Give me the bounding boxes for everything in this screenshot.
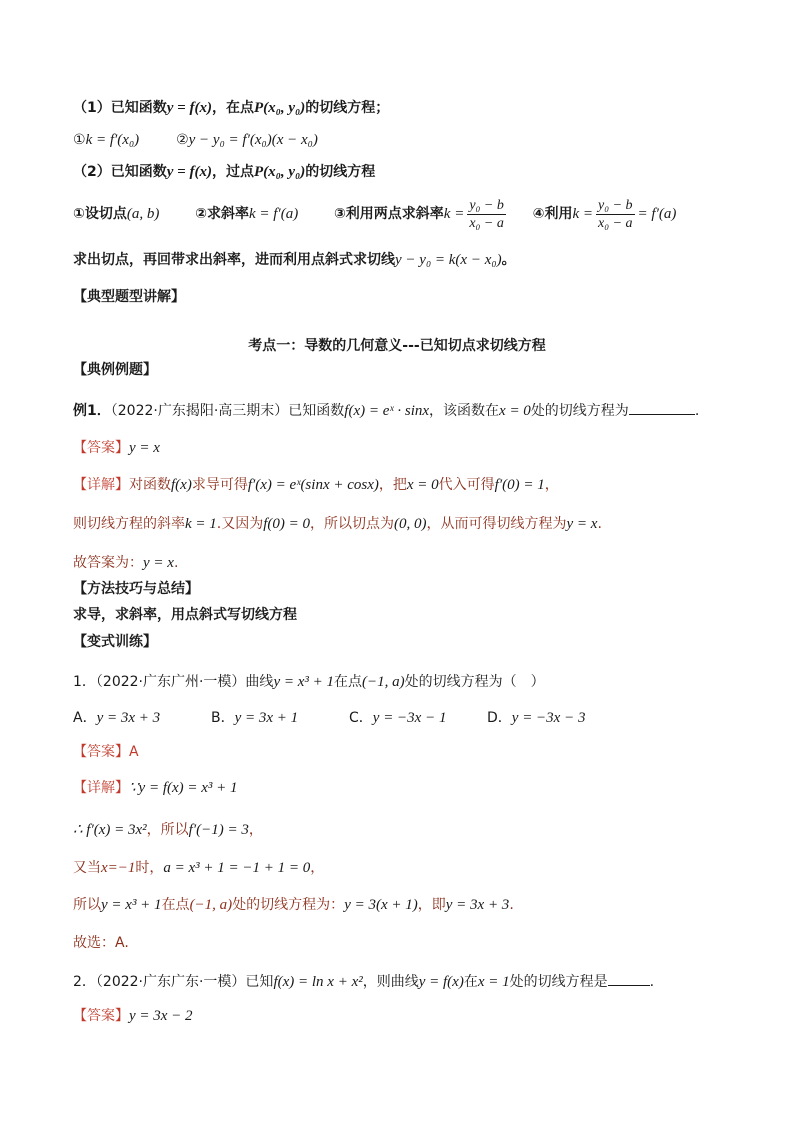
detail-q1-final: 故选：A.: [73, 935, 129, 951]
answer-tag: 【答案】: [73, 440, 129, 456]
question-1-options: [73, 708, 625, 728]
method-text: 求导，求斜率，用点斜式写切线方程: [73, 607, 297, 623]
formula: y = f(x): [166, 100, 212, 116]
formula: y − y₀ = f′(x₀)(x − x₀): [188, 132, 318, 148]
option-c: C．y = −3x − 1: [349, 710, 447, 726]
detail-q1-line-3: 又当x=−1时，a = x³ + 1 = −1 + 1 = 0，: [73, 860, 325, 876]
formula: P(x₀, y₀): [253, 164, 306, 180]
formula: y − y₀ = k(x − x₀): [395, 252, 502, 268]
option-b: B．y = 3x + 1: [211, 710, 299, 726]
detail-q1-line-4: 所以y = x³ + 1在点(−1, a)处的切线方程为：y = 3(x + 1)，即y = 3x + 3.: [73, 897, 514, 913]
formula: y = 3x − 2: [129, 1008, 193, 1024]
intro-case2: （2）已知函数y = f(x)，过点P(x₀, y₀)的切线方程: [73, 164, 376, 180]
method-header: 【方法技巧与总结】: [73, 581, 199, 597]
intro-case1-formulas: ①k = f′(x₀) ②y − y₀ = f′(x₀)(x − x₀): [73, 132, 318, 148]
formula: x = 1: [477, 974, 510, 990]
detail-1-final: 故答案为：y = x.: [73, 555, 179, 571]
answer-blank: [629, 400, 695, 415]
detail-tag: 【详解】: [73, 780, 129, 796]
detail-1-line-2: 则切线方程的斜率k = 1.又因为f(0) = 0，所以切点为(0, 0)，从而可得切线方程为y = x.: [73, 516, 602, 532]
question-1: 1．（2022·广东广州·一模）曲线y = x³ + 1在点(−1, a)处的切线方程为（ ）: [73, 674, 545, 690]
formula: P(x₀, y₀): [253, 100, 306, 116]
intro-case1: （1）已知函数y = f(x)，在点P(x₀, y₀)的切线方程；: [73, 100, 390, 116]
detail-q1-line-2: ∴ f′(x) = 3x²，所以f′(−1) = 3，: [73, 822, 263, 838]
detail-1-line-1: 【详解】对函数f(x)求导可得f′(x) = eˣ(sinx + cosx)，把x = 0代入可得f′(0) = 1，: [73, 477, 559, 493]
formula: (−1, a): [362, 674, 405, 690]
answer-1: [73, 438, 160, 458]
answer-tag: 【答案】: [73, 744, 129, 760]
formula: f(x) = eˣ · sinx: [344, 403, 430, 419]
option-a: A．y = 3x + 3: [73, 710, 161, 726]
answer-q2: [73, 1006, 193, 1026]
formula: x = 0: [499, 403, 531, 419]
answer-blank: [608, 971, 650, 986]
intro-steps: ①设切点(a, b) ②求斜率k = f′(a) ③利用两点求斜率k = $\frac{\text{y₀ − b}}{\text{x₀ − a}}$ ④利用k = $\frac{\text{y₀ − b}}{\text{x₀ − a}}$ = f′(a): [73, 197, 677, 231]
fraction: $\frac{\text{y₀ − b}}{\text{x₀ − a}}$: [598, 197, 633, 231]
detail-tag: 【详解】: [73, 477, 129, 493]
formula: (a, b): [126, 206, 160, 222]
answer-q1: 【答案】A: [73, 744, 139, 760]
formula: y = x: [129, 440, 160, 456]
example-header: 【典例例题】: [73, 362, 157, 378]
practice-header: 【变式训练】: [73, 634, 157, 650]
section-title: 【典型题型讲解】: [73, 289, 185, 305]
formula: y = f(x): [166, 164, 212, 180]
formula: k = f′(a): [248, 206, 299, 222]
formula: y = x³ + 1: [273, 674, 334, 690]
question-2: 2．（2022·广东广东·一模）已知f(x) = ln x + x²，则曲线y = f(x)在x = 1处的切线方程是 .: [73, 971, 654, 992]
formula: k = f′(x₀): [85, 132, 140, 148]
example-1: 例1．（2022·广东揭阳·高三期末）已知函数f(x) = eˣ · sinx，该函数在x = 0处的切线方程为 .: [73, 400, 699, 421]
formula: y = f(x): [418, 974, 464, 990]
detail-q1-line-1: 【详解】∵y = f(x) = x³ + 1: [73, 780, 238, 796]
formula: f(x) = ln x + x²: [273, 974, 363, 990]
option-d: D．y = −3x − 3: [487, 710, 586, 726]
intro-conclusion: 求出切点，再回带求出斜率，进而利用点斜式求切线y − y₀ = k(x − x₀)。: [73, 252, 516, 268]
answer-tag: 【答案】: [73, 1008, 129, 1024]
topic-title: 考点一：导数的几何意义---已知切点求切线方程: [248, 338, 546, 354]
fraction: $\frac{\text{y₀ − b}}{\text{x₀ − a}}$: [469, 197, 504, 231]
